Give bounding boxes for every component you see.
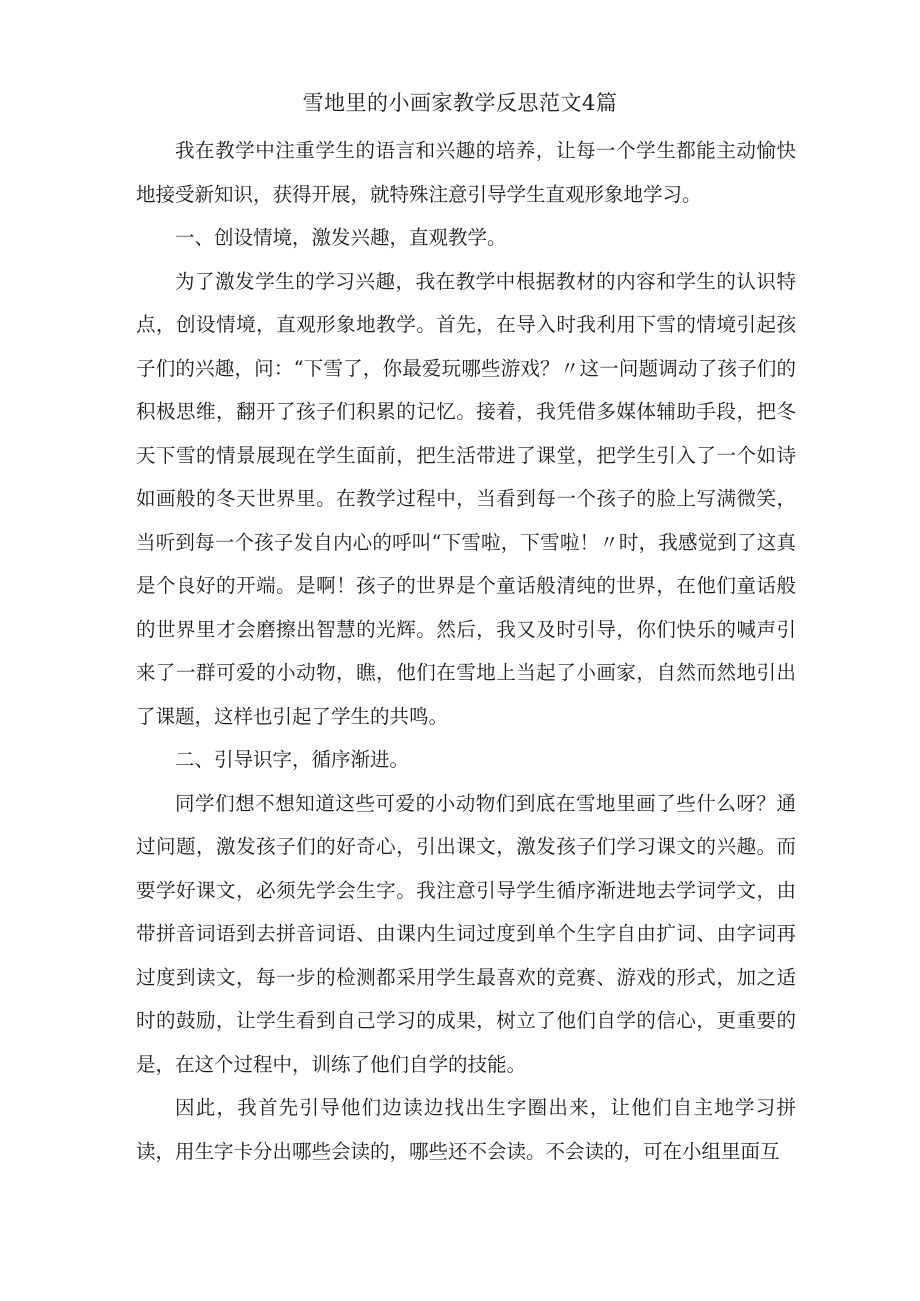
document-title: 雪地里的小画家教学反思范文4篇: [302, 91, 618, 115]
section-heading-1: 一、创设情境，激发兴趣，直观教学。: [175, 226, 507, 249]
paragraph-intro: 我在教学中注重学生的语言和兴趣的培养，让每一个学生都能主动愉快地接受新知识，获得开展，就特殊注意引导学生直观形象地学习。: [136, 139, 796, 206]
paragraph-continued: 因此，我首先引导他们边读边找出生字圈出来，让他们自主地学习拼读，用生字卡分出哪些会读的，哪些还不会读。不会读的，可在小组里面互: [136, 1096, 796, 1163]
section-heading-2: 二、引导识字，循序渐进。: [175, 748, 410, 771]
paragraph-section-2: 同学们想不想知道这些可爱的小动物们到底在雪地里画了些什么呀？通过问题，激发孩子们的好奇心，引出课文，激发孩子们学习课文的兴趣。而要学好课文，必须先学会生字。我注意引导学生循序渐进地去学词学文，由带拼音词语到去拼音词语、由课内生词过度到单个生字自由扩词、由字词再过度到读文，每一步的检测都采用学生最喜欢的竞赛、游戏的形式，加之适时的鼓励，让学生看到自己学习的成果，树立了他们自学的信心，更重要的是，在这个过程中，训练了他们自学的技能。: [136, 791, 796, 1076]
document-body: [136, 129, 796, 1173]
paragraph-section-1: 为了激发学生的学习兴趣，我在教学中根据教材的内容和学生的认识特点，创设情境，直观形象地教学。首先，在导入时我利用下雪的情境引起孩子们的兴趣，问：“下雪了，你最爱玩哪些游戏？〃这一问题调动了孩子们的积极思维，翻开了孩子们积累的记忆。接着，我凭借多媒体辅助手段，把冬天下雪的情景展现在学生面前，把生活带进了课堂，把学生引入了一个如诗如画般的冬天世界里。在教学过程中，当看到每一个孩子的脸上写满微笑，当听到每一个孩子发自内心的呼叫“下雪啦，下雪啦！〃时，我感觉到了这真是个良好的开端。是啊！孩子的世界是个童话般清纯的世界，在他们童话般的世界里才会磨擦出智慧的光辉。然后，我又及时引导，你们快乐的喊声引来了一群可爱的小动物，瞧，他们在雪地上当起了小画家，自然而然地引出了课题，这样也引起了学生的共鸣。: [136, 269, 796, 728]
